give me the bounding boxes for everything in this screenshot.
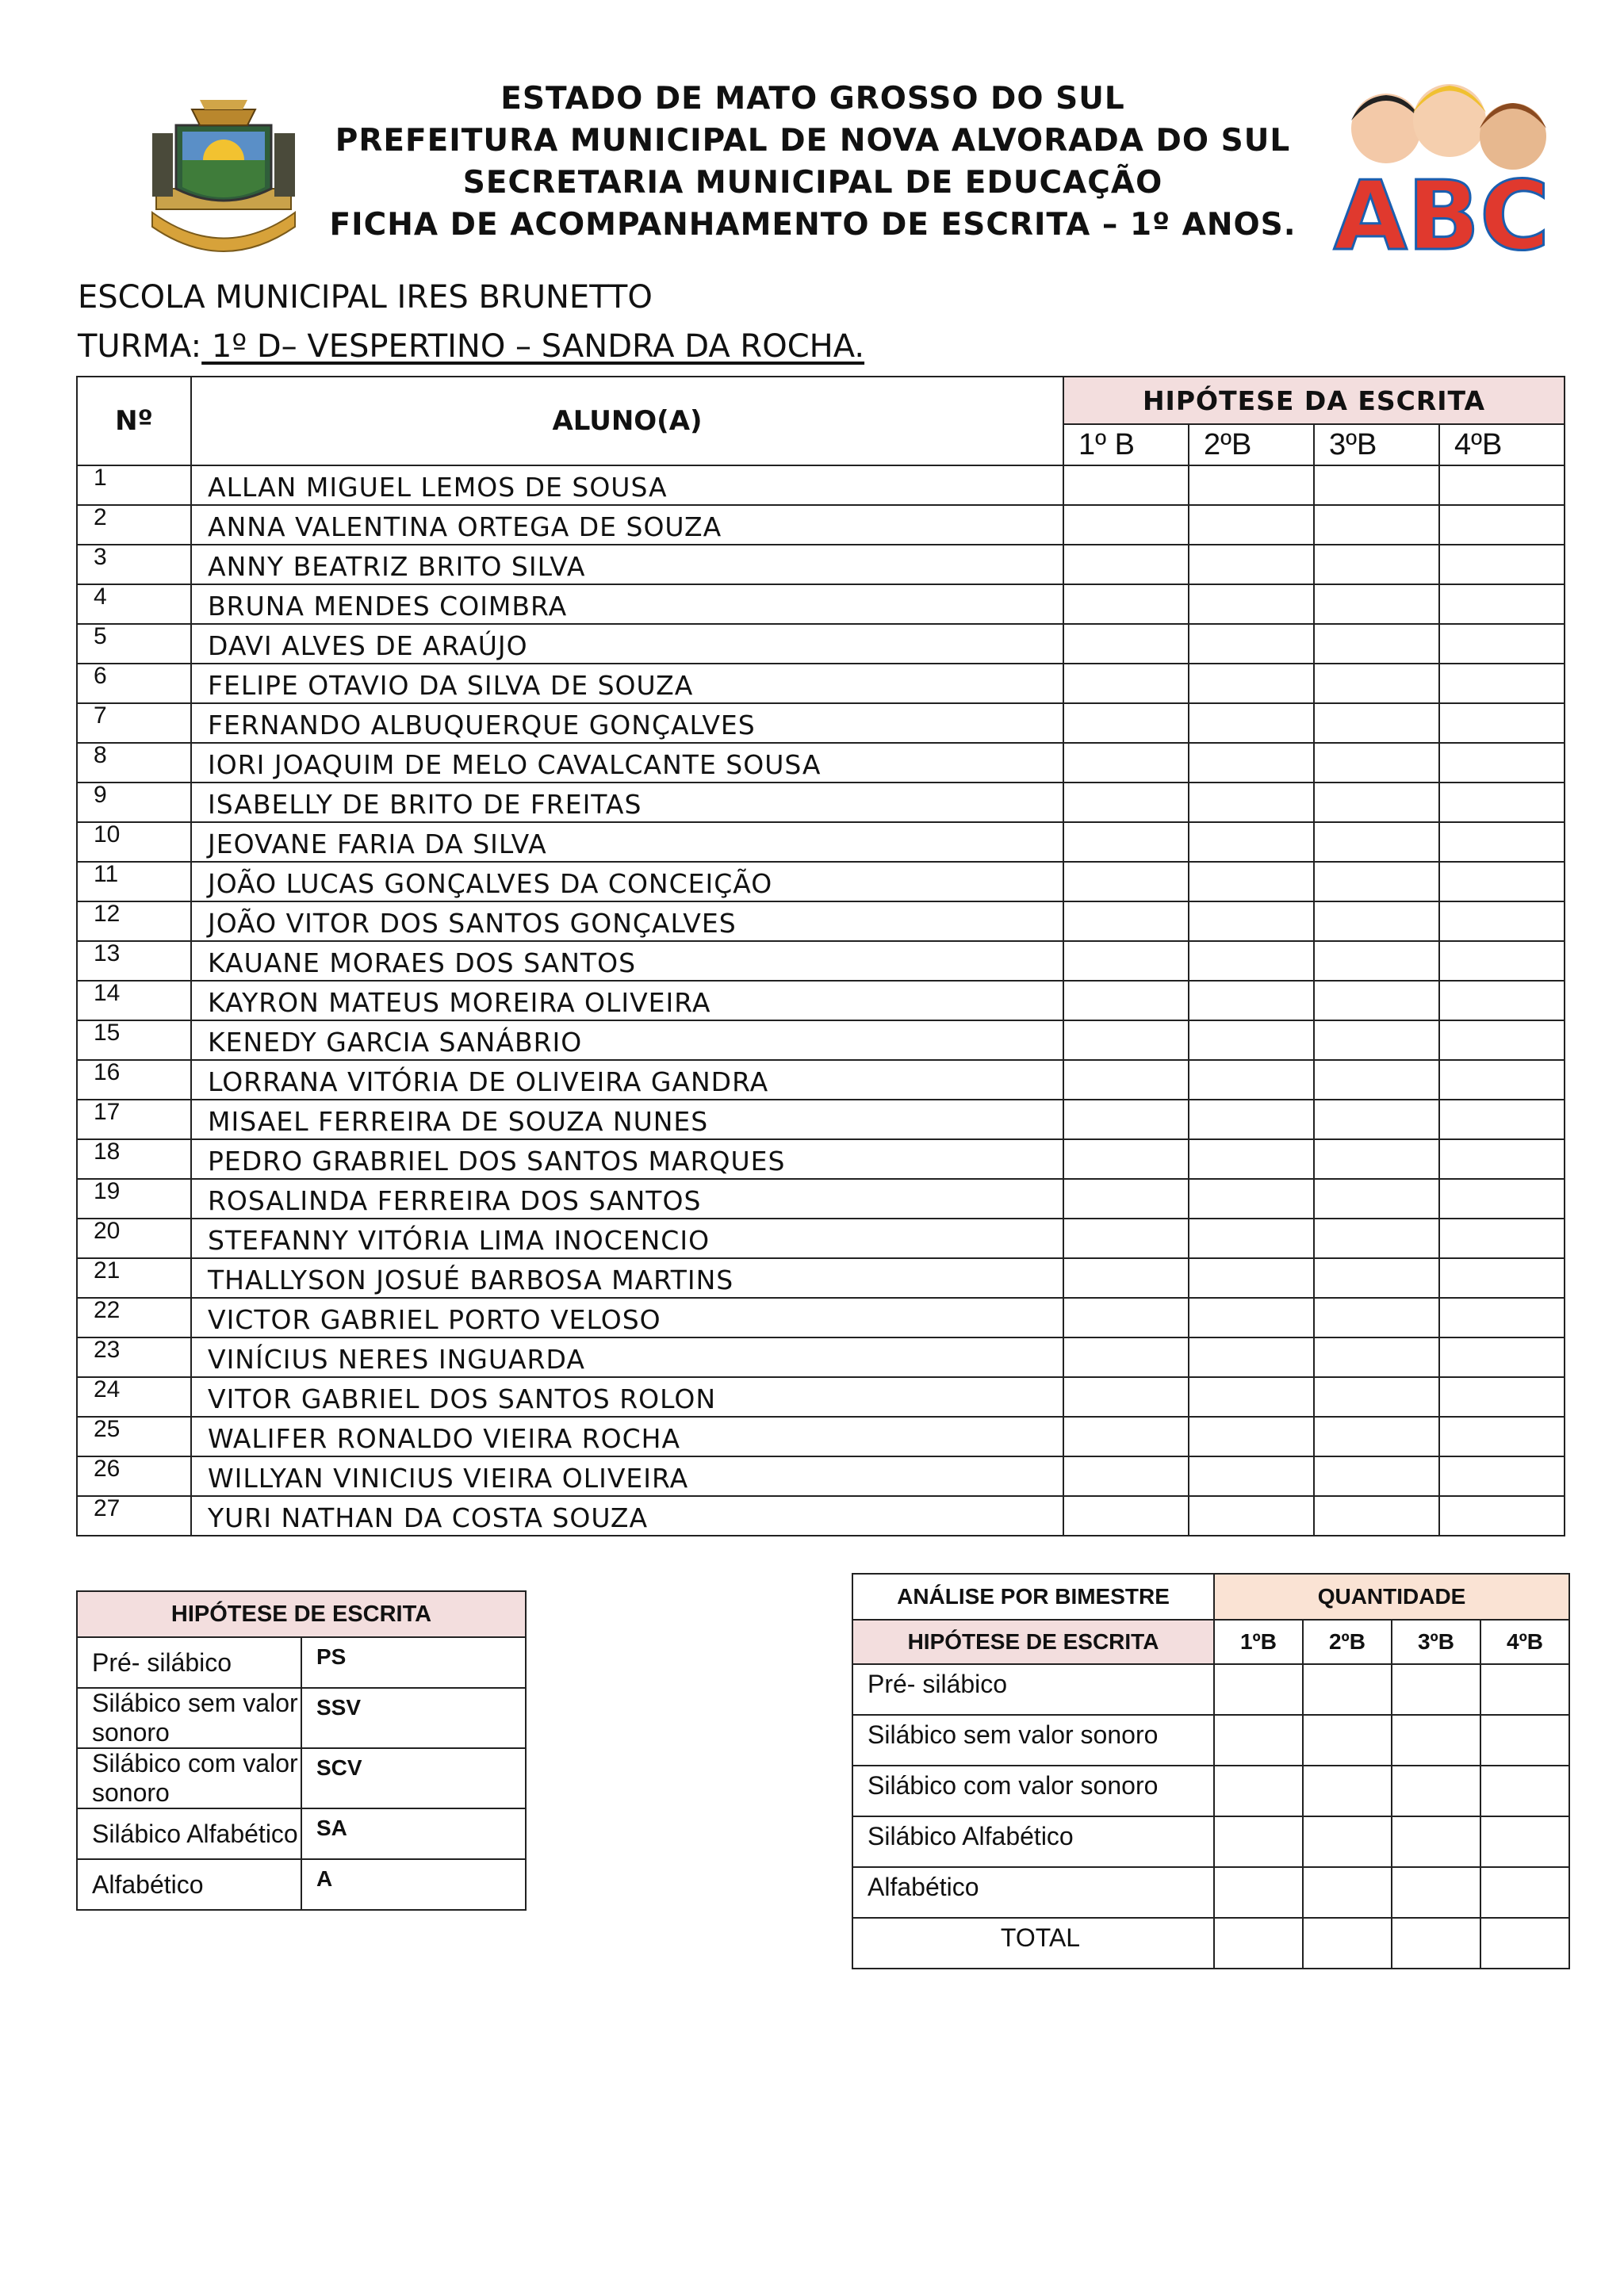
writing-hypothesis-legend-table [76, 1590, 527, 1911]
student-number: 18 [77, 1139, 191, 1179]
hypothesis-cell-bimester-3[interactable] [1314, 545, 1439, 584]
hypothesis-cell-bimester-4[interactable] [1439, 981, 1565, 1020]
hypothesis-cell-bimester-2[interactable] [1189, 941, 1314, 981]
document-header [301, 78, 1324, 246]
class-label: TURMA: [78, 328, 202, 365]
student-number: 2 [77, 505, 191, 545]
student-row [77, 1060, 1565, 1100]
quantity-header: QUANTIDADE [1214, 1574, 1569, 1620]
hypothesis-cell-bimester-2[interactable] [1189, 664, 1314, 703]
hypothesis-cell-bimester-1[interactable] [1063, 703, 1189, 743]
legend-code: SCV [301, 1748, 526, 1808]
student-row [77, 1020, 1565, 1060]
hypothesis-cell-bimester-2[interactable] [1189, 505, 1314, 545]
legend-label: Alfabético [77, 1859, 301, 1910]
student-name: BRUNA MENDES COIMBRA [191, 584, 1063, 624]
hypothesis-cell-bimester-1[interactable] [1063, 624, 1189, 664]
student-row [77, 1139, 1565, 1179]
hypothesis-cell-bimester-4[interactable] [1439, 1298, 1565, 1337]
bimester-analysis-table [852, 1573, 1570, 1969]
abc-logo-letters: ABC [1333, 162, 1550, 263]
header-line-state: ESTADO DE MATO GROSSO DO SUL [500, 81, 1125, 117]
hypothesis-cell-bimester-4[interactable] [1439, 703, 1565, 743]
student-row [77, 941, 1565, 981]
student-row [77, 822, 1565, 862]
legend-code: A [301, 1859, 526, 1910]
analysis-cell[interactable] [1214, 1766, 1303, 1816]
hypothesis-cell-bimester-4[interactable] [1439, 822, 1565, 862]
analysis-cell[interactable] [1480, 1816, 1569, 1867]
student-name: KAYRON MATEUS MOREIRA OLIVEIRA [191, 981, 1063, 1020]
hypothesis-cell-bimester-1[interactable] [1063, 1456, 1189, 1496]
analysis-row [852, 1715, 1569, 1766]
analysis-bimester-4-header: 4ºB [1480, 1620, 1569, 1664]
analysis-cell[interactable] [1214, 1664, 1303, 1715]
hypothesis-cell-bimester-4[interactable] [1439, 545, 1565, 584]
legend-row [77, 1637, 526, 1688]
hypothesis-cell-bimester-1[interactable] [1063, 1020, 1189, 1060]
hypothesis-cell-bimester-1[interactable] [1063, 545, 1189, 584]
class-line [78, 328, 864, 365]
analysis-cell[interactable] [1392, 1766, 1480, 1816]
student-name: KAUANE MORAES DOS SANTOS [191, 941, 1063, 981]
hypothesis-cell-bimester-3[interactable] [1314, 1337, 1439, 1377]
hypothesis-cell-bimester-4[interactable] [1439, 941, 1565, 981]
number-column-header: Nº [77, 377, 191, 465]
legend-row [77, 1748, 526, 1808]
analysis-row [852, 1816, 1569, 1867]
hypothesis-cell-bimester-3[interactable] [1314, 1020, 1439, 1060]
student-number: 12 [77, 901, 191, 941]
hypothesis-cell-bimester-1[interactable] [1063, 1060, 1189, 1100]
student-row [77, 465, 1565, 505]
hypothesis-cell-bimester-4[interactable] [1439, 1219, 1565, 1258]
analysis-row-label: Pré- silábico [852, 1664, 1214, 1715]
hypothesis-cell-bimester-1[interactable] [1063, 664, 1189, 703]
student-row [77, 743, 1565, 783]
student-row [77, 1337, 1565, 1377]
bimester-1-header: 1º B [1063, 424, 1189, 465]
student-name: DAVI ALVES DE ARAÚJO [191, 624, 1063, 664]
student-name: VICTOR GABRIEL PORTO VELOSO [191, 1298, 1063, 1337]
analysis-row-label: Silábico Alfabético [852, 1816, 1214, 1867]
abc-kids-logo [1323, 73, 1568, 263]
hypothesis-cell-bimester-3[interactable] [1314, 1456, 1439, 1496]
hypothesis-cell-bimester-1[interactable] [1063, 1100, 1189, 1139]
hypothesis-cell-bimester-4[interactable] [1439, 1337, 1565, 1377]
analysis-cell[interactable] [1214, 1867, 1303, 1918]
hypothesis-cell-bimester-3[interactable] [1314, 1298, 1439, 1337]
student-row [77, 901, 1565, 941]
analysis-subheader: HIPÓTESE DE ESCRITA [852, 1620, 1214, 1664]
legend-code: PS [301, 1637, 526, 1688]
student-name: FERNANDO ALBUQUERQUE GONÇALVES [191, 703, 1063, 743]
analysis-row [852, 1766, 1569, 1816]
hypothesis-cell-bimester-4[interactable] [1439, 783, 1565, 822]
hypothesis-column-header: HIPÓTESE DA ESCRITA [1063, 377, 1565, 424]
bimester-2-header: 2ºB [1189, 424, 1314, 465]
hypothesis-cell-bimester-1[interactable] [1063, 1377, 1189, 1417]
analysis-row-label: Silábico com valor sonoro [852, 1766, 1214, 1816]
student-number: 20 [77, 1219, 191, 1258]
bimester-4-header: 4ºB [1439, 424, 1565, 465]
student-number: 23 [77, 1337, 191, 1377]
student-name: VINÍCIUS NERES INGUARDA [191, 1337, 1063, 1377]
student-row [77, 1417, 1565, 1456]
student-number: 13 [77, 941, 191, 981]
student-number: 10 [77, 822, 191, 862]
hypothesis-cell-bimester-1[interactable] [1063, 1258, 1189, 1298]
student-number: 21 [77, 1258, 191, 1298]
analysis-cell[interactable] [1392, 1867, 1480, 1918]
hypothesis-cell-bimester-3[interactable] [1314, 624, 1439, 664]
analysis-cell[interactable] [1480, 1766, 1569, 1816]
hypothesis-cell-bimester-1[interactable] [1063, 1496, 1189, 1536]
hypothesis-cell-bimester-4[interactable] [1439, 1496, 1565, 1536]
hypothesis-cell-bimester-2[interactable] [1189, 1496, 1314, 1536]
hypothesis-cell-bimester-2[interactable] [1189, 1179, 1314, 1219]
legend-code: SA [301, 1808, 526, 1859]
hypothesis-cell-bimester-3[interactable] [1314, 1179, 1439, 1219]
hypothesis-cell-bimester-1[interactable] [1063, 822, 1189, 862]
hypothesis-cell-bimester-1[interactable] [1063, 505, 1189, 545]
student-name: VITOR GABRIEL DOS SANTOS ROLON [191, 1377, 1063, 1417]
hypothesis-cell-bimester-4[interactable] [1439, 1139, 1565, 1179]
hypothesis-cell-bimester-3[interactable] [1314, 1377, 1439, 1417]
hypothesis-cell-bimester-3[interactable] [1314, 783, 1439, 822]
student-row [77, 505, 1565, 545]
hypothesis-cell-bimester-2[interactable] [1189, 1100, 1314, 1139]
student-number: 17 [77, 1100, 191, 1139]
student-name: IORI JOAQUIM DE MELO CAVALCANTE SOUSA [191, 743, 1063, 783]
hypothesis-cell-bimester-2[interactable] [1189, 1219, 1314, 1258]
hypothesis-cell-bimester-2[interactable] [1189, 1020, 1314, 1060]
hypothesis-cell-bimester-2[interactable] [1189, 1417, 1314, 1456]
header-line-form-title: FICHA DE ACOMPANHAMENTO DE ESCRITA – 1º ANOS. [329, 207, 1297, 243]
student-row [77, 545, 1565, 584]
hypothesis-cell-bimester-4[interactable] [1439, 624, 1565, 664]
hypothesis-cell-bimester-2[interactable] [1189, 1258, 1314, 1298]
hypothesis-cell-bimester-3[interactable] [1314, 941, 1439, 981]
student-row [77, 1377, 1565, 1417]
analysis-cell[interactable] [1392, 1664, 1480, 1715]
hypothesis-cell-bimester-4[interactable] [1439, 1060, 1565, 1100]
student-number: 4 [77, 584, 191, 624]
hypothesis-cell-bimester-2[interactable] [1189, 981, 1314, 1020]
hypothesis-cell-bimester-4[interactable] [1439, 584, 1565, 624]
student-name: THALLYSON JOSUÉ BARBOSA MARTINS [191, 1258, 1063, 1298]
hypothesis-cell-bimester-4[interactable] [1439, 1100, 1565, 1139]
legend-label: Silábico Alfabético [77, 1808, 301, 1859]
student-number: 14 [77, 981, 191, 1020]
analysis-cell[interactable] [1303, 1715, 1392, 1766]
hypothesis-cell-bimester-2[interactable] [1189, 624, 1314, 664]
student-number: 5 [77, 624, 191, 664]
legend-label: Silábico sem valor sonoro [77, 1688, 301, 1748]
student-row [77, 584, 1565, 624]
analysis-cell[interactable] [1303, 1766, 1392, 1816]
hypothesis-cell-bimester-3[interactable] [1314, 1100, 1439, 1139]
hypothesis-cell-bimester-2[interactable] [1189, 545, 1314, 584]
hypothesis-cell-bimester-4[interactable] [1439, 505, 1565, 545]
student-row [77, 1100, 1565, 1139]
analysis-row [852, 1867, 1569, 1918]
student-row [77, 1456, 1565, 1496]
student-name: JOÃO LUCAS GONÇALVES DA CONCEIÇÃO [191, 862, 1063, 901]
student-row [77, 1298, 1565, 1337]
hypothesis-cell-bimester-4[interactable] [1439, 743, 1565, 783]
student-number: 16 [77, 1060, 191, 1100]
student-number: 11 [77, 862, 191, 901]
student-row [77, 862, 1565, 901]
hypothesis-cell-bimester-1[interactable] [1063, 1179, 1189, 1219]
hypothesis-cell-bimester-1[interactable] [1063, 1337, 1189, 1377]
hypothesis-cell-bimester-4[interactable] [1439, 1179, 1565, 1219]
student-name: STEFANNY VITÓRIA LIMA INOCENCIO [191, 1219, 1063, 1258]
hypothesis-cell-bimester-3[interactable] [1314, 703, 1439, 743]
analysis-bimester-1-header: 1ºB [1214, 1620, 1303, 1664]
legend-label: Silábico com valor sonoro [77, 1748, 301, 1808]
hypothesis-cell-bimester-3[interactable] [1314, 664, 1439, 703]
student-name: YURI NATHAN DA COSTA SOUZA [191, 1496, 1063, 1536]
student-name: FELIPE OTAVIO DA SILVA DE SOUZA [191, 664, 1063, 703]
student-row [77, 981, 1565, 1020]
analysis-cell[interactable] [1303, 1918, 1392, 1969]
legend-row [77, 1688, 526, 1748]
hypothesis-cell-bimester-1[interactable] [1063, 1417, 1189, 1456]
hypothesis-cell-bimester-2[interactable] [1189, 1337, 1314, 1377]
student-name: JEOVANE FARIA DA SILVA [191, 822, 1063, 862]
hypothesis-cell-bimester-2[interactable] [1189, 783, 1314, 822]
student-row [77, 664, 1565, 703]
hypothesis-cell-bimester-3[interactable] [1314, 465, 1439, 505]
student-row [77, 1496, 1565, 1536]
student-number: 9 [77, 783, 191, 822]
legend-row [77, 1808, 526, 1859]
legend-title: HIPÓTESE DE ESCRITA [77, 1591, 526, 1637]
analysis-cell[interactable] [1214, 1816, 1303, 1867]
student-name: WILLYAN VINICIUS VIEIRA OLIVEIRA [191, 1456, 1063, 1496]
hypothesis-cell-bimester-3[interactable] [1314, 584, 1439, 624]
hypothesis-cell-bimester-2[interactable] [1189, 743, 1314, 783]
student-name: ISABELLY DE BRITO DE FREITAS [191, 783, 1063, 822]
student-row [77, 1179, 1565, 1219]
hypothesis-cell-bimester-3[interactable] [1314, 1060, 1439, 1100]
analysis-cell[interactable] [1214, 1715, 1303, 1766]
hypothesis-cell-bimester-1[interactable] [1063, 743, 1189, 783]
student-number: 15 [77, 1020, 191, 1060]
student-row [77, 624, 1565, 664]
class-value: 1º D– VESPERTINO – SANDRA DA ROCHA. [201, 328, 865, 365]
student-number: 1 [77, 465, 191, 505]
student-name: LORRANA VITÓRIA DE OLIVEIRA GANDRA [191, 1060, 1063, 1100]
hypothesis-cell-bimester-3[interactable] [1314, 901, 1439, 941]
hypothesis-cell-bimester-1[interactable] [1063, 465, 1189, 505]
hypothesis-cell-bimester-3[interactable] [1314, 1417, 1439, 1456]
analysis-cell[interactable] [1480, 1918, 1569, 1969]
hypothesis-cell-bimester-2[interactable] [1189, 584, 1314, 624]
hypothesis-cell-bimester-2[interactable] [1189, 901, 1314, 941]
hypothesis-cell-bimester-3[interactable] [1314, 1219, 1439, 1258]
student-name: ANNA VALENTINA ORTEGA DE SOUZA [191, 505, 1063, 545]
hypothesis-cell-bimester-2[interactable] [1189, 1298, 1314, 1337]
student-column-header: ALUNO(A) [191, 377, 1063, 465]
student-number: 25 [77, 1417, 191, 1456]
analysis-cell[interactable] [1214, 1918, 1303, 1969]
hypothesis-cell-bimester-4[interactable] [1439, 1456, 1565, 1496]
hypothesis-cell-bimester-3[interactable] [1314, 1139, 1439, 1179]
hypothesis-cell-bimester-2[interactable] [1189, 1377, 1314, 1417]
student-number: 24 [77, 1377, 191, 1417]
hypothesis-cell-bimester-3[interactable] [1314, 1258, 1439, 1298]
analysis-cell[interactable] [1392, 1918, 1480, 1969]
student-number: 22 [77, 1298, 191, 1337]
student-name: ROSALINDA FERREIRA DOS SANTOS [191, 1179, 1063, 1219]
student-number: 3 [77, 545, 191, 584]
analysis-row-label: Silábico sem valor sonoro [852, 1715, 1214, 1766]
hypothesis-cell-bimester-2[interactable] [1189, 1060, 1314, 1100]
hypothesis-cell-bimester-2[interactable] [1189, 465, 1314, 505]
hypothesis-cell-bimester-2[interactable] [1189, 703, 1314, 743]
analysis-cell[interactable] [1303, 1664, 1392, 1715]
student-name: MISAEL FERREIRA DE SOUZA NUNES [191, 1100, 1063, 1139]
analysis-row-label: Alfabético [852, 1867, 1214, 1918]
analysis-cell[interactable] [1303, 1867, 1392, 1918]
analysis-row [852, 1664, 1569, 1715]
hypothesis-cell-bimester-2[interactable] [1189, 1456, 1314, 1496]
hypothesis-cell-bimester-4[interactable] [1439, 664, 1565, 703]
student-number: 7 [77, 703, 191, 743]
hypothesis-cell-bimester-2[interactable] [1189, 822, 1314, 862]
legend-code: SSV [301, 1688, 526, 1748]
student-number: 27 [77, 1496, 191, 1536]
municipal-coat-of-arms-logo [136, 94, 311, 260]
hypothesis-cell-bimester-3[interactable] [1314, 822, 1439, 862]
hypothesis-cell-bimester-3[interactable] [1314, 505, 1439, 545]
hypothesis-cell-bimester-4[interactable] [1439, 1020, 1565, 1060]
bimester-3-header: 3ºB [1314, 424, 1439, 465]
hypothesis-cell-bimester-4[interactable] [1439, 1377, 1565, 1417]
student-name: ANNY BEATRIZ BRITO SILVA [191, 545, 1063, 584]
hypothesis-cell-bimester-1[interactable] [1063, 1139, 1189, 1179]
hypothesis-cell-bimester-3[interactable] [1314, 743, 1439, 783]
student-row [77, 703, 1565, 743]
student-number: 8 [77, 743, 191, 783]
student-name: WALIFER RONALDO VIEIRA ROCHA [191, 1417, 1063, 1456]
analysis-bimester-2-header: 2ºB [1303, 1620, 1392, 1664]
analysis-total-label: TOTAL [852, 1918, 1214, 1969]
analysis-cell[interactable] [1480, 1715, 1569, 1766]
hypothesis-cell-bimester-3[interactable] [1314, 862, 1439, 901]
student-name: PEDRO GRABRIEL DOS SANTOS MARQUES [191, 1139, 1063, 1179]
analysis-title: ANÁLISE POR BIMESTRE [852, 1574, 1214, 1620]
hypothesis-cell-bimester-3[interactable] [1314, 1496, 1439, 1536]
analysis-cell[interactable] [1392, 1715, 1480, 1766]
header-line-secretariat: SECRETARIA MUNICIPAL DE EDUCAÇÃO [462, 165, 1163, 201]
analysis-bimester-3-header: 3ºB [1392, 1620, 1480, 1664]
student-row [77, 1258, 1565, 1298]
student-row [77, 783, 1565, 822]
hypothesis-cell-bimester-1[interactable] [1063, 941, 1189, 981]
student-name: KENEDY GARCIA SANÁBRIO [191, 1020, 1063, 1060]
legend-row [77, 1859, 526, 1910]
student-number: 26 [77, 1456, 191, 1496]
analysis-total-row [852, 1918, 1569, 1969]
hypothesis-cell-bimester-1[interactable] [1063, 862, 1189, 901]
student-name: JOÃO VITOR DOS SANTOS GONÇALVES [191, 901, 1063, 941]
analysis-cell[interactable] [1303, 1816, 1392, 1867]
student-row [77, 1219, 1565, 1258]
hypothesis-cell-bimester-1[interactable] [1063, 783, 1189, 822]
analysis-cell[interactable] [1392, 1816, 1480, 1867]
hypothesis-cell-bimester-3[interactable] [1314, 981, 1439, 1020]
student-name: ALLAN MIGUEL LEMOS DE SOUSA [191, 465, 1063, 505]
hypothesis-cell-bimester-4[interactable] [1439, 1417, 1565, 1456]
student-number: 6 [77, 664, 191, 703]
hypothesis-cell-bimester-4[interactable] [1439, 1258, 1565, 1298]
hypothesis-cell-bimester-4[interactable] [1439, 901, 1565, 941]
analysis-cell[interactable] [1480, 1664, 1569, 1715]
hypothesis-cell-bimester-4[interactable] [1439, 465, 1565, 505]
legend-label: Pré- silábico [77, 1637, 301, 1688]
school-name: ESCOLA MUNICIPAL IRES BRUNETTO [78, 279, 653, 316]
analysis-cell[interactable] [1480, 1867, 1569, 1918]
hypothesis-cell-bimester-1[interactable] [1063, 584, 1189, 624]
hypothesis-cell-bimester-2[interactable] [1189, 862, 1314, 901]
student-tracking-table [76, 376, 1565, 1536]
hypothesis-cell-bimester-4[interactable] [1439, 862, 1565, 901]
hypothesis-cell-bimester-1[interactable] [1063, 981, 1189, 1020]
hypothesis-cell-bimester-1[interactable] [1063, 1298, 1189, 1337]
student-number: 19 [77, 1179, 191, 1219]
hypothesis-cell-bimester-2[interactable] [1189, 1139, 1314, 1179]
header-line-prefecture: PREFEITURA MUNICIPAL DE NOVA ALVORADA DO SUL [335, 123, 1291, 159]
hypothesis-cell-bimester-1[interactable] [1063, 901, 1189, 941]
hypothesis-cell-bimester-1[interactable] [1063, 1219, 1189, 1258]
